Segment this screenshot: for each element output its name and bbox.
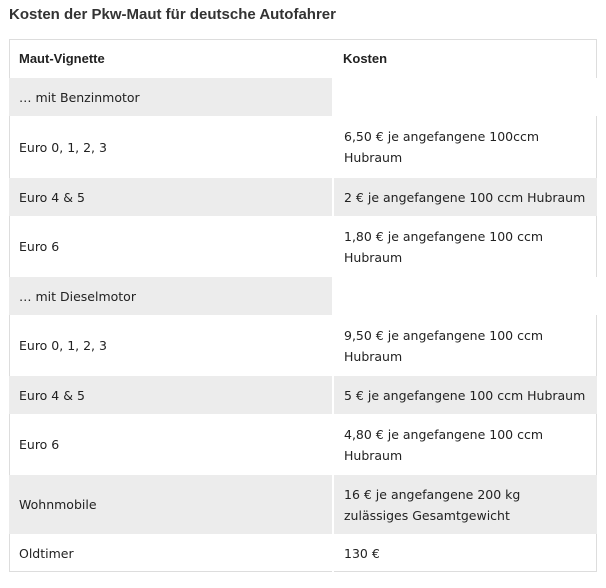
row-cost: 5 € je angefangene 100 ccm Hubraum [333,376,597,414]
row-cost: 2 € je angefangene 100 ccm Hubraum [333,178,597,216]
table-row [9,475,597,534]
table-header-row [9,39,597,78]
row-cost: 1,80 € je angefangene 100 ccm Hubraum [344,228,544,265]
table-row [9,116,597,178]
table [9,39,597,572]
row-label: … mit Dieselmotor [9,277,333,315]
page-title: Kosten der Pkw-Maut für deutsche Autofahrer [9,6,336,23]
row-cost: 6,50 € je angefangene 100ccm Hubraum [344,129,540,165]
row-label: Euro 0, 1, 2, 3 [9,116,333,178]
table-row [9,178,597,216]
row-label: Oldtimer [9,534,333,572]
row-label: Euro 0, 1, 2, 3 [9,315,333,376]
table-row [9,534,597,572]
row-label: Euro 6 [9,216,333,277]
row-cost: 130 € [344,545,380,561]
table-row [9,216,597,277]
row-cost: 16 € je angefangene 200 kg zulässiges Gesamtgewicht [333,475,597,534]
row-cost [333,277,597,315]
table-row [9,78,597,116]
row-label: Euro 4 & 5 [9,376,333,414]
row-label: Euro 4 & 5 [9,178,333,216]
table-row [9,414,597,475]
row-label: Wohnmobile [9,475,333,534]
row-cost: 9,50 € je angefangene 100 ccm Hubraum [344,327,544,364]
row-cost [333,78,597,116]
row-cost: 4,80 € je angefangene 100 ccm Hubraum [344,426,544,463]
header-costs: Kosten [343,51,388,66]
header-vignette: Maut-Vignette [19,51,105,66]
table-row [9,277,597,315]
table-row [9,315,597,376]
row-label: … mit Benzinmotor [9,78,333,116]
table-row [9,376,597,414]
toll-costs-table [9,39,597,572]
row-label: Euro 6 [9,414,333,475]
